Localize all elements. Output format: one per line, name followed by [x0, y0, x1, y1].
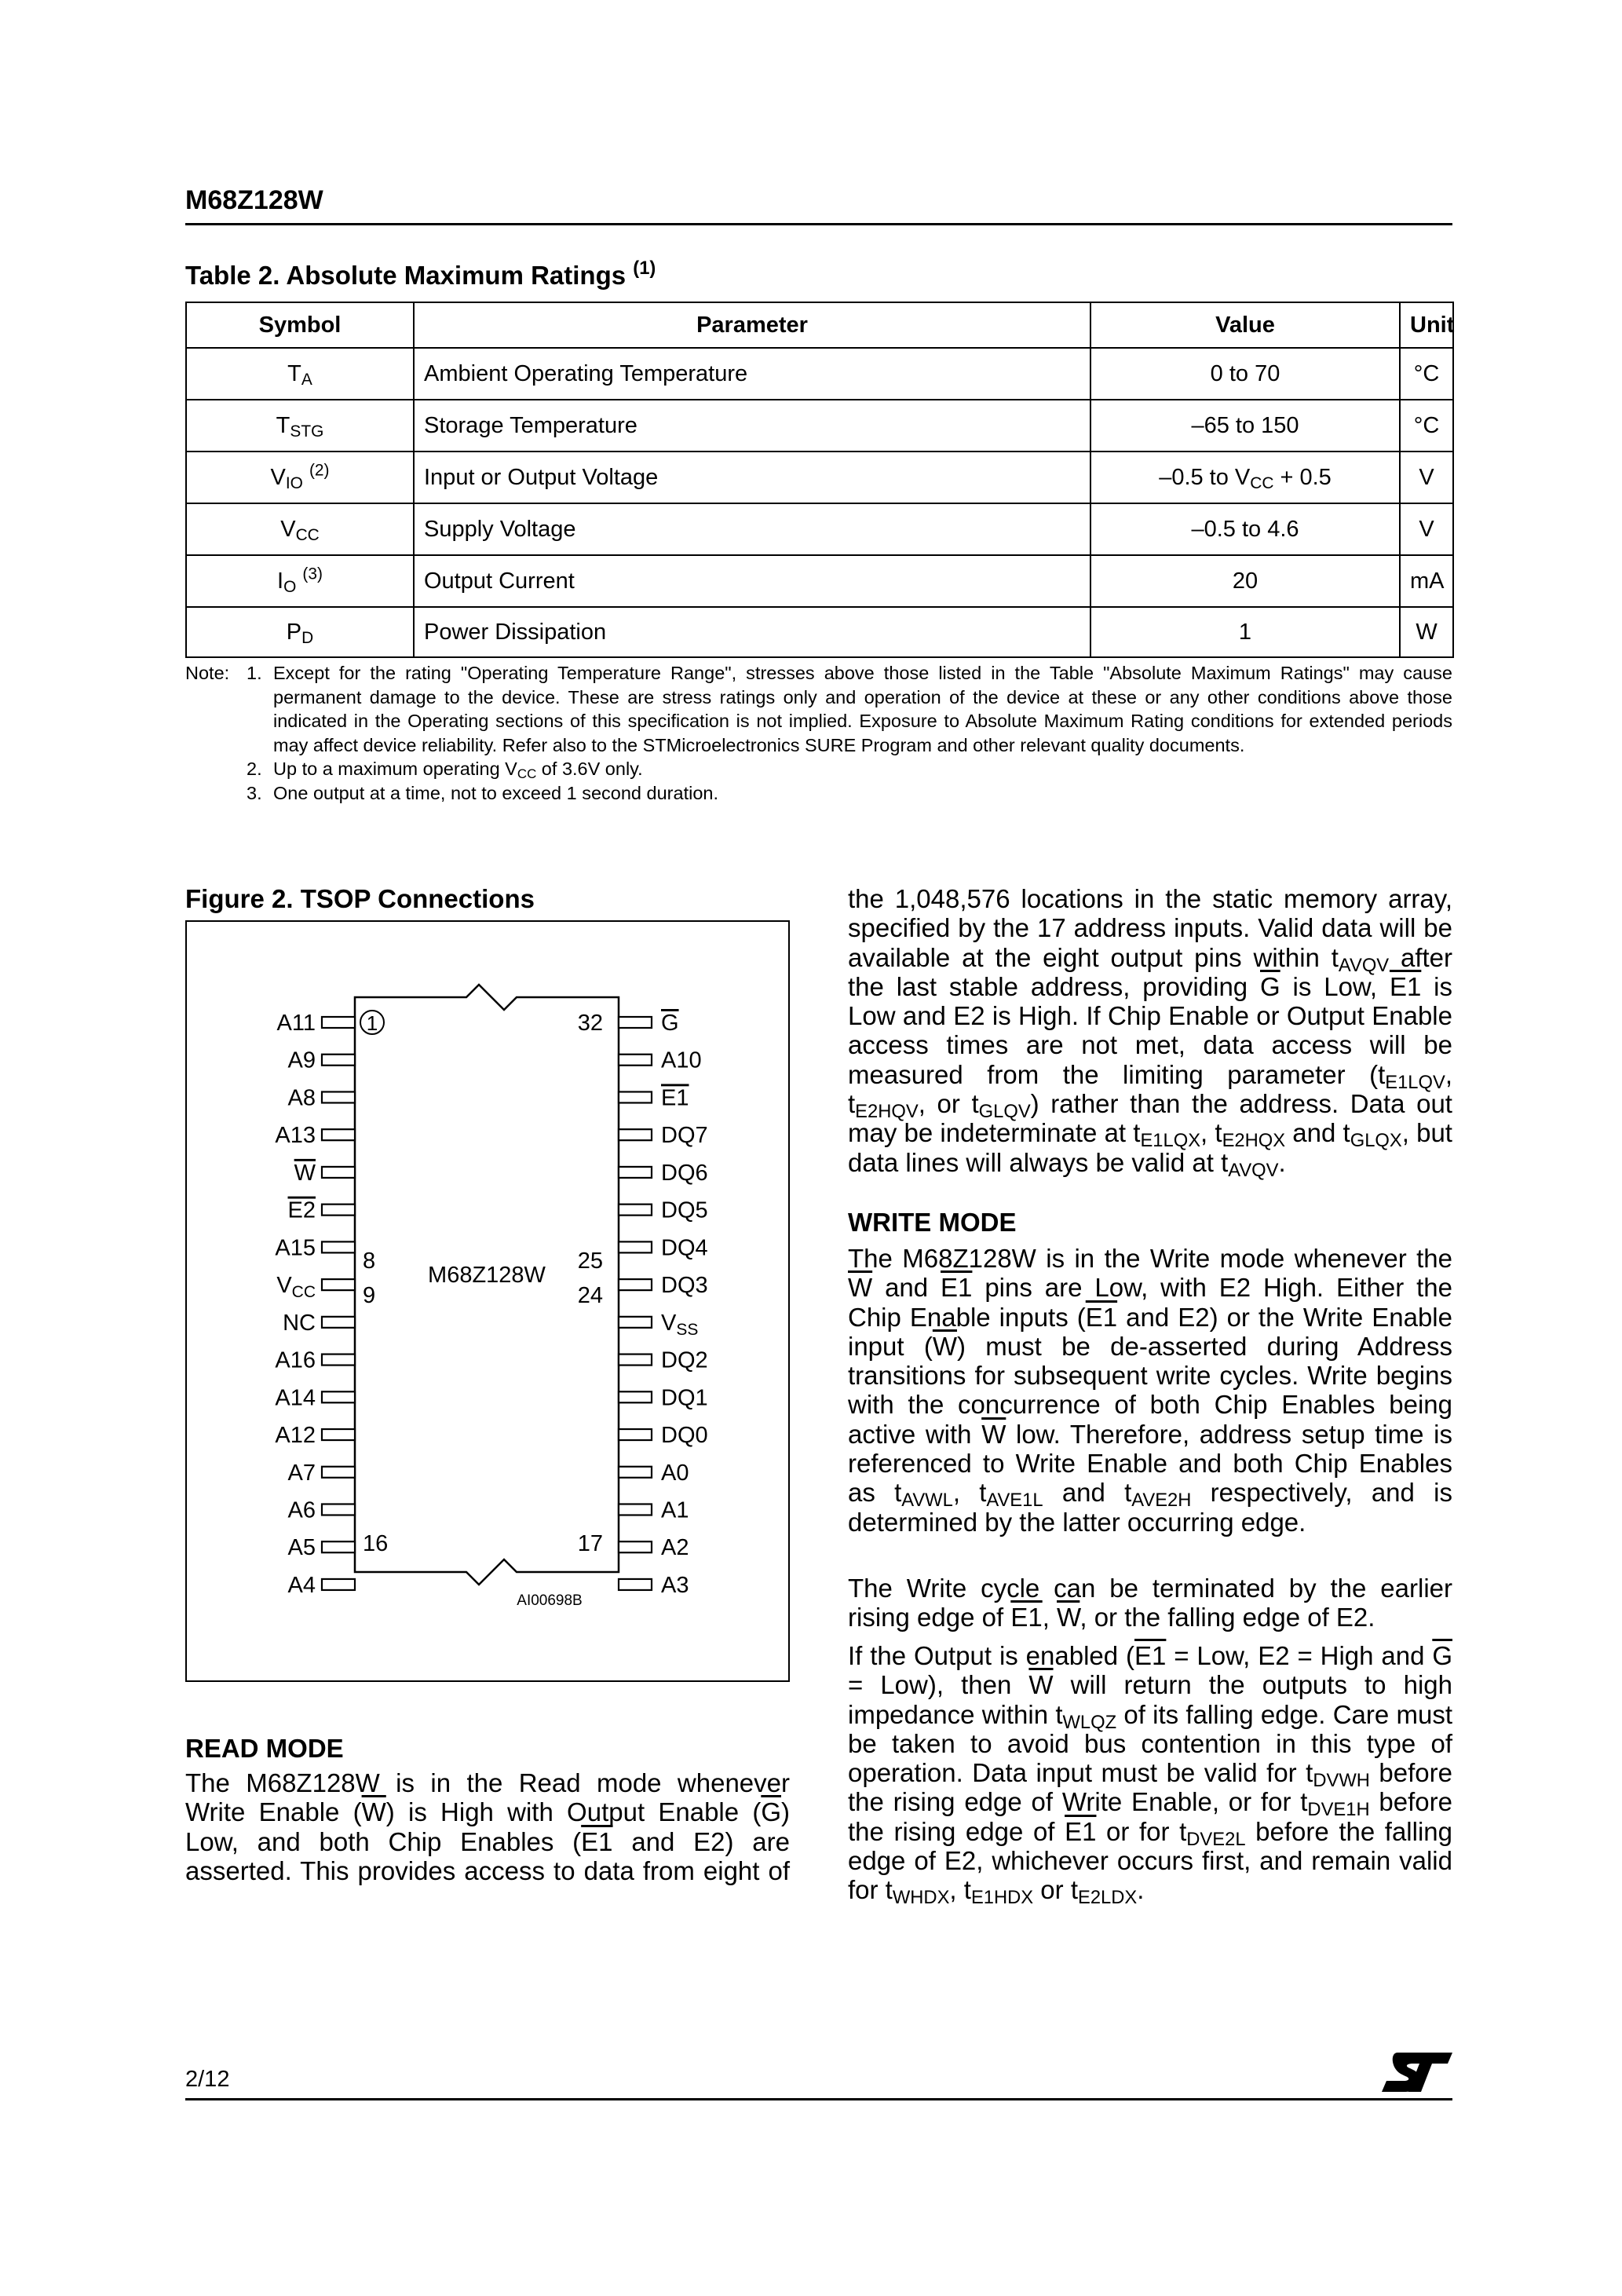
chip-part-label: M68Z128W [428, 1263, 546, 1288]
note-text: Except for the rating "Operating Temperature Range", stresses above those listed in the Table "Absolute Maximum Ratings" may cause permanent damage to the device. These are stress ratings only and operation of the device at these or any other conditions above those indicated in the Operating sections of this specification is not implied. Exposure to Absolute Maximum Rating conditions for extended periods may affect device reliability. Refer also to the STMicroelectronics SURE Program and other relevant quality documents. [273, 663, 1452, 755]
table-notes [185, 661, 1452, 805]
pin-label: W [294, 1160, 316, 1186]
pin-lead [619, 1167, 652, 1178]
pin-lead [619, 1579, 652, 1590]
pin-label: A3 [661, 1572, 689, 1598]
pin-number-32: 32 [577, 1011, 603, 1036]
pin-label: DQ7 [661, 1123, 708, 1149]
pin-lead [619, 1055, 652, 1066]
cell-symbol: $V_{CC}$ [186, 503, 414, 555]
pin-lead [619, 1017, 652, 1028]
pin-lead [322, 1429, 355, 1440]
pin-label: G [661, 1011, 679, 1036]
pin-lead [322, 1129, 355, 1140]
pin-lead [322, 1091, 355, 1102]
write-mode-paragraph-1: The M68Z128W is in the Write mode whenever the $\overline{W}$ and E1 pins are Low, with E2 High. Either the Chip Enable inputs (E1 and E2) or the Write Enable input $(\overline{W})$ must be de-asserted during Address transitions for subsequent write cycles. Write begins with the concurrence of both Chip Enables being active with $\overline{W}$ low. Therefore, address setup time is referenced to Write Enable and both Chip Enables as $t_{AVWL}$, $t_{AVE1L}$ and $t_{AVE2H}$ respectively, and is determined by the latter occurring edge. [848, 1244, 1452, 1537]
pin-lead [322, 1355, 355, 1366]
read-mode-title: READ MODE [185, 1734, 344, 1763]
write-mode-paragraph-2: The Write cycle can be terminated by the earlier rising edge of E1, $\overline{W}$, or the falling edge of E2. [848, 1574, 1452, 1632]
pin-label: DQ5 [661, 1197, 708, 1223]
pin-lead [322, 1467, 355, 1478]
pin-lead [322, 1205, 355, 1216]
cell-symbol: $P_D$ [186, 607, 414, 657]
cell-unit: mA [1400, 555, 1453, 607]
pin-lead [619, 1241, 652, 1252]
pin-lead [322, 1167, 355, 1178]
pin-lead [322, 1504, 355, 1515]
header-value: Value [1090, 302, 1400, 348]
pin-label: A5 [287, 1535, 316, 1561]
write-mode-paragraph-3: If the Output is enabled (E1 = Low, E2 = High and $\overline{G} = Low$), then $\overline{W}$ will return the outputs to high impedance within $t_{WLQZ}$ of its falling edge. Care must be taken to avoid bus contention in this type of operation. Data input must be valid for $t_{DVWH}$ before the rising edge of Write Enable, or for $t_{DVE1H}$ before the rising edge of E1 or for $t_{DVE2L}$ before the falling edge of E2, whichever occurs first, and remain valid for $t_{WHDX}$, $t_{E1HDX}$ or $t_{E2LDX}$. [848, 1641, 1453, 1909]
pin-label: A16 [275, 1347, 316, 1373]
pin-lead [322, 1317, 355, 1328]
pin-label: A11 [276, 1011, 316, 1036]
figure-frame [185, 920, 790, 1682]
note-text: One output at a time, not to exceed 1 second duration. [273, 782, 718, 803]
footer-rule [185, 2098, 1452, 2100]
pin-label: NC [283, 1310, 316, 1336]
cell-symbol: $T_A$ [186, 348, 414, 400]
table-row [186, 503, 1453, 555]
table-row [186, 348, 1453, 400]
cell-value: 20 [1090, 555, 1400, 607]
figure-id: AI00698B [517, 1592, 583, 1609]
pin-lead [619, 1467, 652, 1478]
pin-lead [619, 1279, 652, 1290]
table-caption [185, 257, 656, 291]
pin-label: A7 [287, 1460, 316, 1486]
pin-label: $V_{CC}$ [276, 1273, 316, 1302]
read-mode-text: The M68Z128W is in the Read mode whenever Write Enable $(\overline{W})$ is High with Output Enable $(\overline{G})$ Low, and both Chip Enables (E1 and E2) are asserted. This provides access to data from eight of [185, 1768, 790, 1885]
document-title: M68Z128W [185, 185, 323, 215]
pin-number-25: 25 [577, 1249, 603, 1274]
cell-value: –65 to 150 [1090, 400, 1400, 452]
pin-lead [322, 1055, 355, 1066]
pin-1-marker-label: 1 [366, 1011, 378, 1035]
table-row [186, 607, 1453, 657]
table-caption-text: Table 2. Absolute Maximum Ratings [185, 261, 627, 290]
pin-label: DQ3 [661, 1273, 708, 1299]
cell-symbol: $I_O$ $^{(3)}$ [186, 555, 414, 607]
cell-value: –0.5 to 4.6 [1090, 503, 1400, 555]
pin-label: DQ4 [661, 1235, 708, 1261]
pin-number-8: 8 [363, 1249, 376, 1274]
table-row [186, 400, 1453, 452]
pin-lead [322, 1241, 355, 1252]
note-number: 1. [247, 663, 262, 683]
cell-symbol: $V_{IO}$ $^{(2)}$ [186, 452, 414, 503]
cell-unit: V [1400, 503, 1453, 555]
note-item [185, 757, 1452, 781]
cell-unit: °C [1400, 400, 1453, 452]
pin-lead [619, 1317, 652, 1328]
pin-label: A8 [287, 1085, 316, 1111]
pin-number-9: 9 [363, 1283, 376, 1308]
write-mode-title: WRITE MODE [848, 1208, 1017, 1237]
cell-parameter: Storage Temperature [414, 400, 1090, 452]
table-caption-ref: (1) [633, 257, 656, 279]
pin-label: DQ1 [661, 1385, 708, 1411]
pin-label: A0 [661, 1460, 689, 1486]
cell-parameter: Power Dissipation [414, 607, 1090, 657]
header-rule [185, 223, 1452, 225]
pin-label: A2 [661, 1535, 689, 1561]
cell-parameter: Input or Output Voltage [414, 452, 1090, 503]
note-item [185, 781, 1452, 806]
pin-lead [322, 1391, 355, 1402]
cell-unit: V [1400, 452, 1453, 503]
pin-label: A10 [661, 1047, 702, 1073]
note-number: 3. [247, 782, 262, 803]
cell-value: 0 to 70 [1090, 348, 1400, 400]
pin-lead [322, 1017, 355, 1028]
pin-label: $V_{SS}$ [661, 1310, 699, 1339]
pin-label: A6 [287, 1497, 316, 1523]
tsop-connections-diagram [187, 922, 788, 1680]
pin-lead [322, 1579, 355, 1590]
pin-label: A9 [287, 1047, 316, 1073]
figure-caption: Figure 2. TSOP Connections [185, 884, 535, 913]
page-number: 2/12 [185, 2067, 230, 2092]
pin-label: A13 [275, 1123, 316, 1149]
cell-symbol: $T_{STG}$ [186, 400, 414, 452]
pin-lead [322, 1541, 355, 1552]
note-text: Up to a maximum operating $V_{CC}$ of 3.6V only. [273, 759, 643, 782]
pin-lead [619, 1541, 652, 1552]
header-parameter: Parameter [414, 302, 1090, 348]
pin-number-17: 17 [577, 1531, 603, 1556]
table-row [186, 452, 1453, 503]
pin-number-16: 16 [363, 1531, 389, 1556]
pin-label: A14 [275, 1385, 316, 1411]
note-number: 2. [247, 759, 262, 779]
pin-label: E2 [287, 1197, 316, 1223]
cell-unit: °C [1400, 348, 1453, 400]
pin-lead [619, 1129, 652, 1140]
pin-label: A12 [275, 1423, 316, 1449]
note-item [185, 661, 1452, 757]
pin-label: A4 [287, 1572, 316, 1598]
cell-parameter: Ambient Operating Temperature [414, 348, 1090, 400]
absolute-maximum-ratings-table [185, 302, 1454, 658]
cell-parameter: Output Current [414, 555, 1090, 607]
pin-label: E1 [661, 1085, 689, 1111]
pin-label: DQ6 [661, 1160, 708, 1186]
pin-number-24: 24 [577, 1283, 603, 1308]
header-unit: Unit [1400, 302, 1453, 348]
pin-lead [619, 1391, 652, 1402]
pin-lead [619, 1205, 652, 1216]
pin-lead [619, 1355, 652, 1366]
table-row [186, 555, 1453, 607]
pin-label: A1 [661, 1497, 689, 1523]
header-symbol: Symbol [186, 302, 414, 348]
pin-label: A15 [275, 1235, 316, 1261]
st-logo-icon [1382, 2049, 1454, 2095]
pin-lead [619, 1504, 652, 1515]
cell-value: 1 [1090, 607, 1400, 657]
pin-lead [619, 1091, 652, 1102]
pin-lead [619, 1429, 652, 1440]
pin-lead [322, 1279, 355, 1290]
cell-unit: W [1400, 607, 1453, 657]
table-header-row [186, 302, 1453, 348]
read-mode-continued-text: the 1,048,576 locations in the static memory array, specified by the 17 address inputs. Valid data will be available at the eight output pins within $t_{AVQV}$ after the last stable address, providing $\overline{G}$ is Low, E1 is Low and E2 is High. If Chip Enable or Output Enable access times are not met, data access will be measured from the limiting parameter ($t_{E1LQV}$, $t_{E2HQV}$, or $t_{GLQV}$) rather than the address. Data out may be indeterminate at $t_{E1LQX}$, $t_{E2HQX}$ and $t_{GLQX}$, but data lines will always be valid at $t_{AVQV}$. [848, 884, 1453, 1181]
cell-parameter: Supply Voltage [414, 503, 1090, 555]
cell-value: –0.5 to $V_{CC} + 0.5$ [1090, 452, 1400, 503]
pin-label: DQ0 [661, 1423, 708, 1449]
note-lead: Note: [185, 663, 230, 683]
pin-label: DQ2 [661, 1347, 708, 1373]
